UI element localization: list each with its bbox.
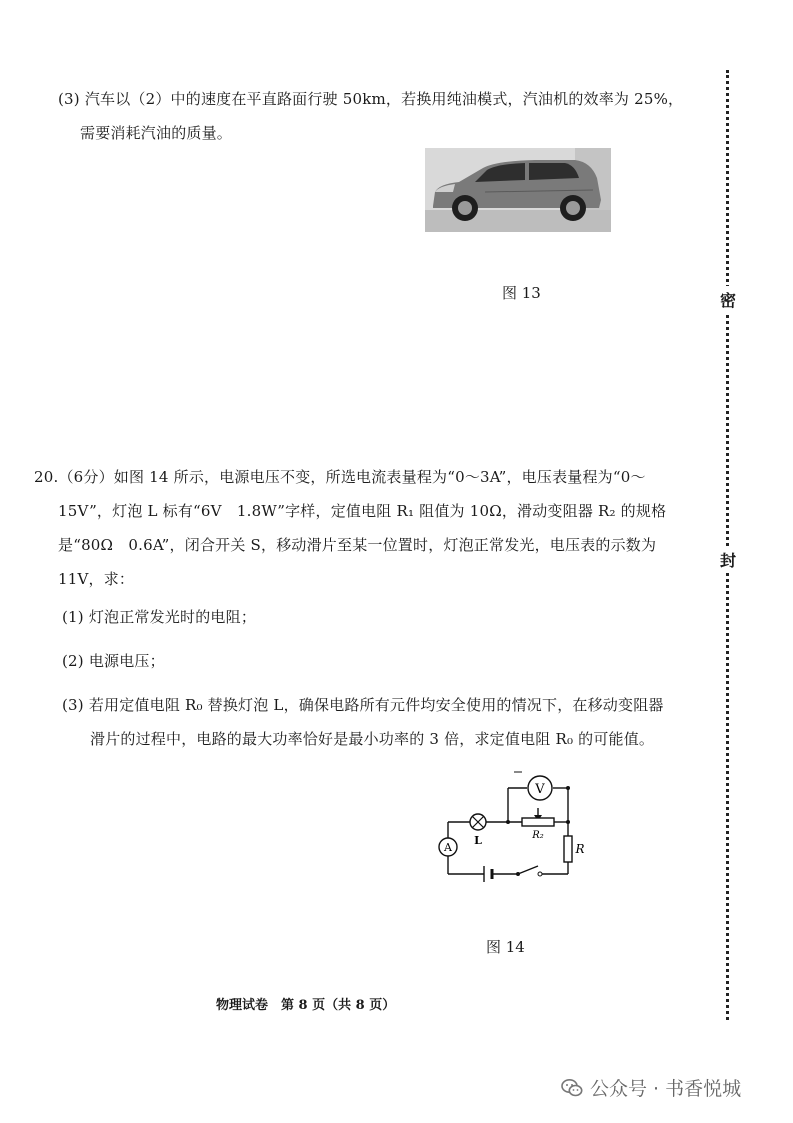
wechat-icon — [560, 1076, 584, 1100]
circuit-diagram — [428, 768, 593, 896]
q20-sub1: (1) 灯泡正常发光时的电阻； — [62, 608, 257, 626]
watermark-text: 公众号 · 书香悦城 — [590, 1078, 742, 1100]
resistor-symbol — [564, 836, 572, 862]
q20-line1: 20.（6分）如图 14 所示，电源电压不变，所选电流表量程为“0～3A”，电压表量程为“0～ — [34, 468, 646, 486]
q20-sub3-line2: 滑片的过程中，电路的最大功率恰好是最小功率的 3 倍，求定值电阻 R₀ 的可能值。 — [90, 730, 655, 748]
q20-sub3-line1: (3) 若用定值电阻 R₀ 替换灯泡 L，确保电路所有元件均安全使用的情况下，在移动变阻器 — [62, 696, 664, 714]
q20-line2: 15V”，灯泡 L 标有“6V 1.8W”字样，定值电阻 R₁ 阻值为 10Ω，滑动变阻器 R₂ 的规格 — [58, 502, 667, 520]
figure-14-caption: 图 14 — [486, 938, 525, 956]
rheostat-symbol — [522, 818, 554, 826]
resistor-letter: R — [575, 842, 585, 856]
figure-13-caption: 图 13 — [502, 284, 541, 302]
q20-line4: 11V，求： — [58, 570, 135, 588]
q20-line3: 是“80Ω 0.6A”，闭合开关 S，移动滑片至某一位置时，灯泡正常发光，电压表的示数为 — [58, 536, 657, 554]
voltmeter-letter: V — [535, 782, 545, 797]
q19-3-line1: (3) 汽车以（2）中的速度在平直路面行驶 50km，若换用纯油模式，汽油机的效率为 25%， — [58, 90, 684, 108]
switch-contact — [538, 872, 542, 876]
car-photo — [425, 148, 611, 232]
seal-mark-mi: 密 — [718, 286, 738, 313]
lamp-letter: L — [474, 834, 482, 847]
watermark — [560, 1074, 741, 1101]
page-footer: 物理试卷 第 8 页（共 8 页） — [216, 998, 396, 1013]
seal-mark-feng: 封 — [718, 546, 738, 573]
q19-3-line2: 需要消耗汽油的质量。 — [80, 124, 233, 142]
switch-pivot — [516, 872, 520, 876]
ammeter-letter: A — [444, 841, 452, 854]
rheostat-letter: R₂ — [532, 830, 544, 841]
seal-dotted-line — [726, 70, 729, 1020]
q20-sub2: (2) 电源电压； — [62, 652, 165, 670]
